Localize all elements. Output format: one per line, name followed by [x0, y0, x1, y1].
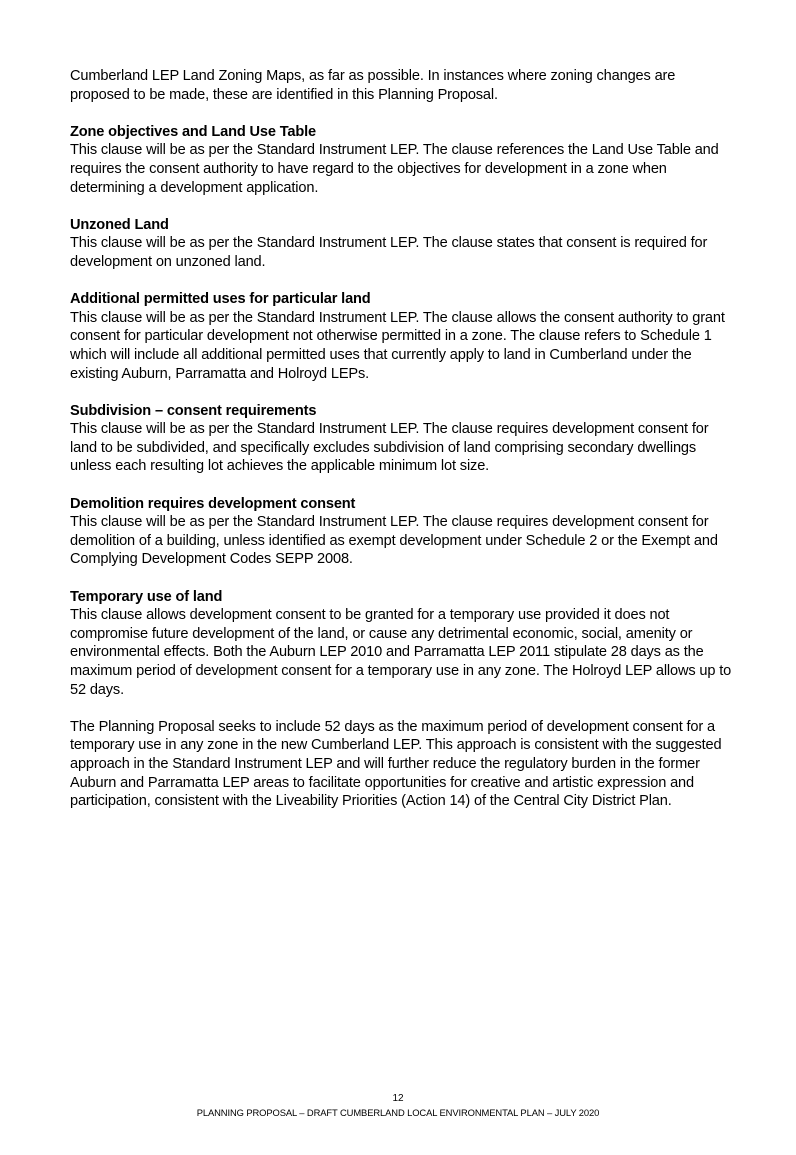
- section-heading: Temporary use of land: [70, 588, 223, 605]
- page-number: 12: [392, 1093, 404, 1104]
- intro-paragraph: Cumberland LEP Land Zoning Maps, as far as possible. In instances where zoning changes are proposed to be made, these are identified in this Planning Proposal.: [70, 68, 676, 103]
- section-heading: Unzoned Land: [70, 216, 169, 233]
- section-zone-objectives: [70, 123, 738, 197]
- closing-paragraph: The Planning Proposal seeks to include 52 days as the maximum period of development consent for a temporary use in any zone in the new Cumberland LEP. This approach is consistent with the suggested approach in the Standard Instrument LEP and will further reduce the regulatory burden in the former Auburn and Parramatta LEP areas to facilitate opportunities for creative and artistic expression and participation, consistent with the Liveability Priorities (Action 14) of the Central City District Plan.: [70, 718, 722, 810]
- section-body: This clause will be as per the Standard Instrument LEP. The clause allows the consent authority to grant consent for particular development not otherwise permitted in a zone. The clause refers to Schedule 1 which will include all additional permitted uses that currently apply to land in Cumberland under the existing Auburn, Parramatta and Holroyd LEPs.: [70, 309, 725, 382]
- section-heading: Additional permitted uses for particular land: [70, 291, 371, 308]
- section-temporary-use: [70, 588, 738, 700]
- section-heading: Subdivision – consent requirements: [70, 402, 317, 419]
- section-heading: Zone objectives and Land Use Table: [70, 123, 317, 140]
- section-body: This clause will be as per the Standard Instrument LEP. The clause requires development consent for demolition of a building, unless identified as exempt development under Schedule 2 or the Exempt and Complying Development Codes SEPP 2008.: [70, 514, 718, 568]
- section-demolition: [70, 495, 738, 569]
- section-body: This clause allows development consent to be granted for a temporary use provided it does not compromise future development of the land, or cause any detrimental economic, social, amenity or environmental effects. Both the Auburn LEP 2010 and Parramatta LEP 2011 stipulate 28 days as the maximum period of development consent for a temporary use in any zone. The Holroyd LEP allows up to 52 days.: [70, 607, 732, 698]
- section-additional-permitted-uses: [70, 290, 738, 383]
- section-subdivision: [70, 402, 738, 476]
- section-body: This clause will be as per the Standard Instrument LEP. The clause references the Land Use Table and requires the consent authority to have regard to the objectives for development in a zone when determining a development application.: [70, 142, 719, 196]
- section-heading: Demolition requires development consent: [70, 495, 356, 512]
- footer-title: PLANNING PROPOSAL – DRAFT CUMBERLAND LOCAL ENVIRONMENTAL PLAN – JULY 2020: [196, 1107, 600, 1118]
- document-body: [70, 67, 738, 829]
- section-unzoned-land: [70, 216, 738, 272]
- section-body: This clause will be as per the Standard Instrument LEP. The clause states that consent is required for development on unzoned land.: [70, 235, 708, 270]
- section-body: This clause will be as per the Standard Instrument LEP. The clause requires development consent for land to be subdivided, and specifically excludes subdivision of land comprising secondary dwellings unless each resulting lot achieves the applicable minimum lot size.: [70, 421, 709, 475]
